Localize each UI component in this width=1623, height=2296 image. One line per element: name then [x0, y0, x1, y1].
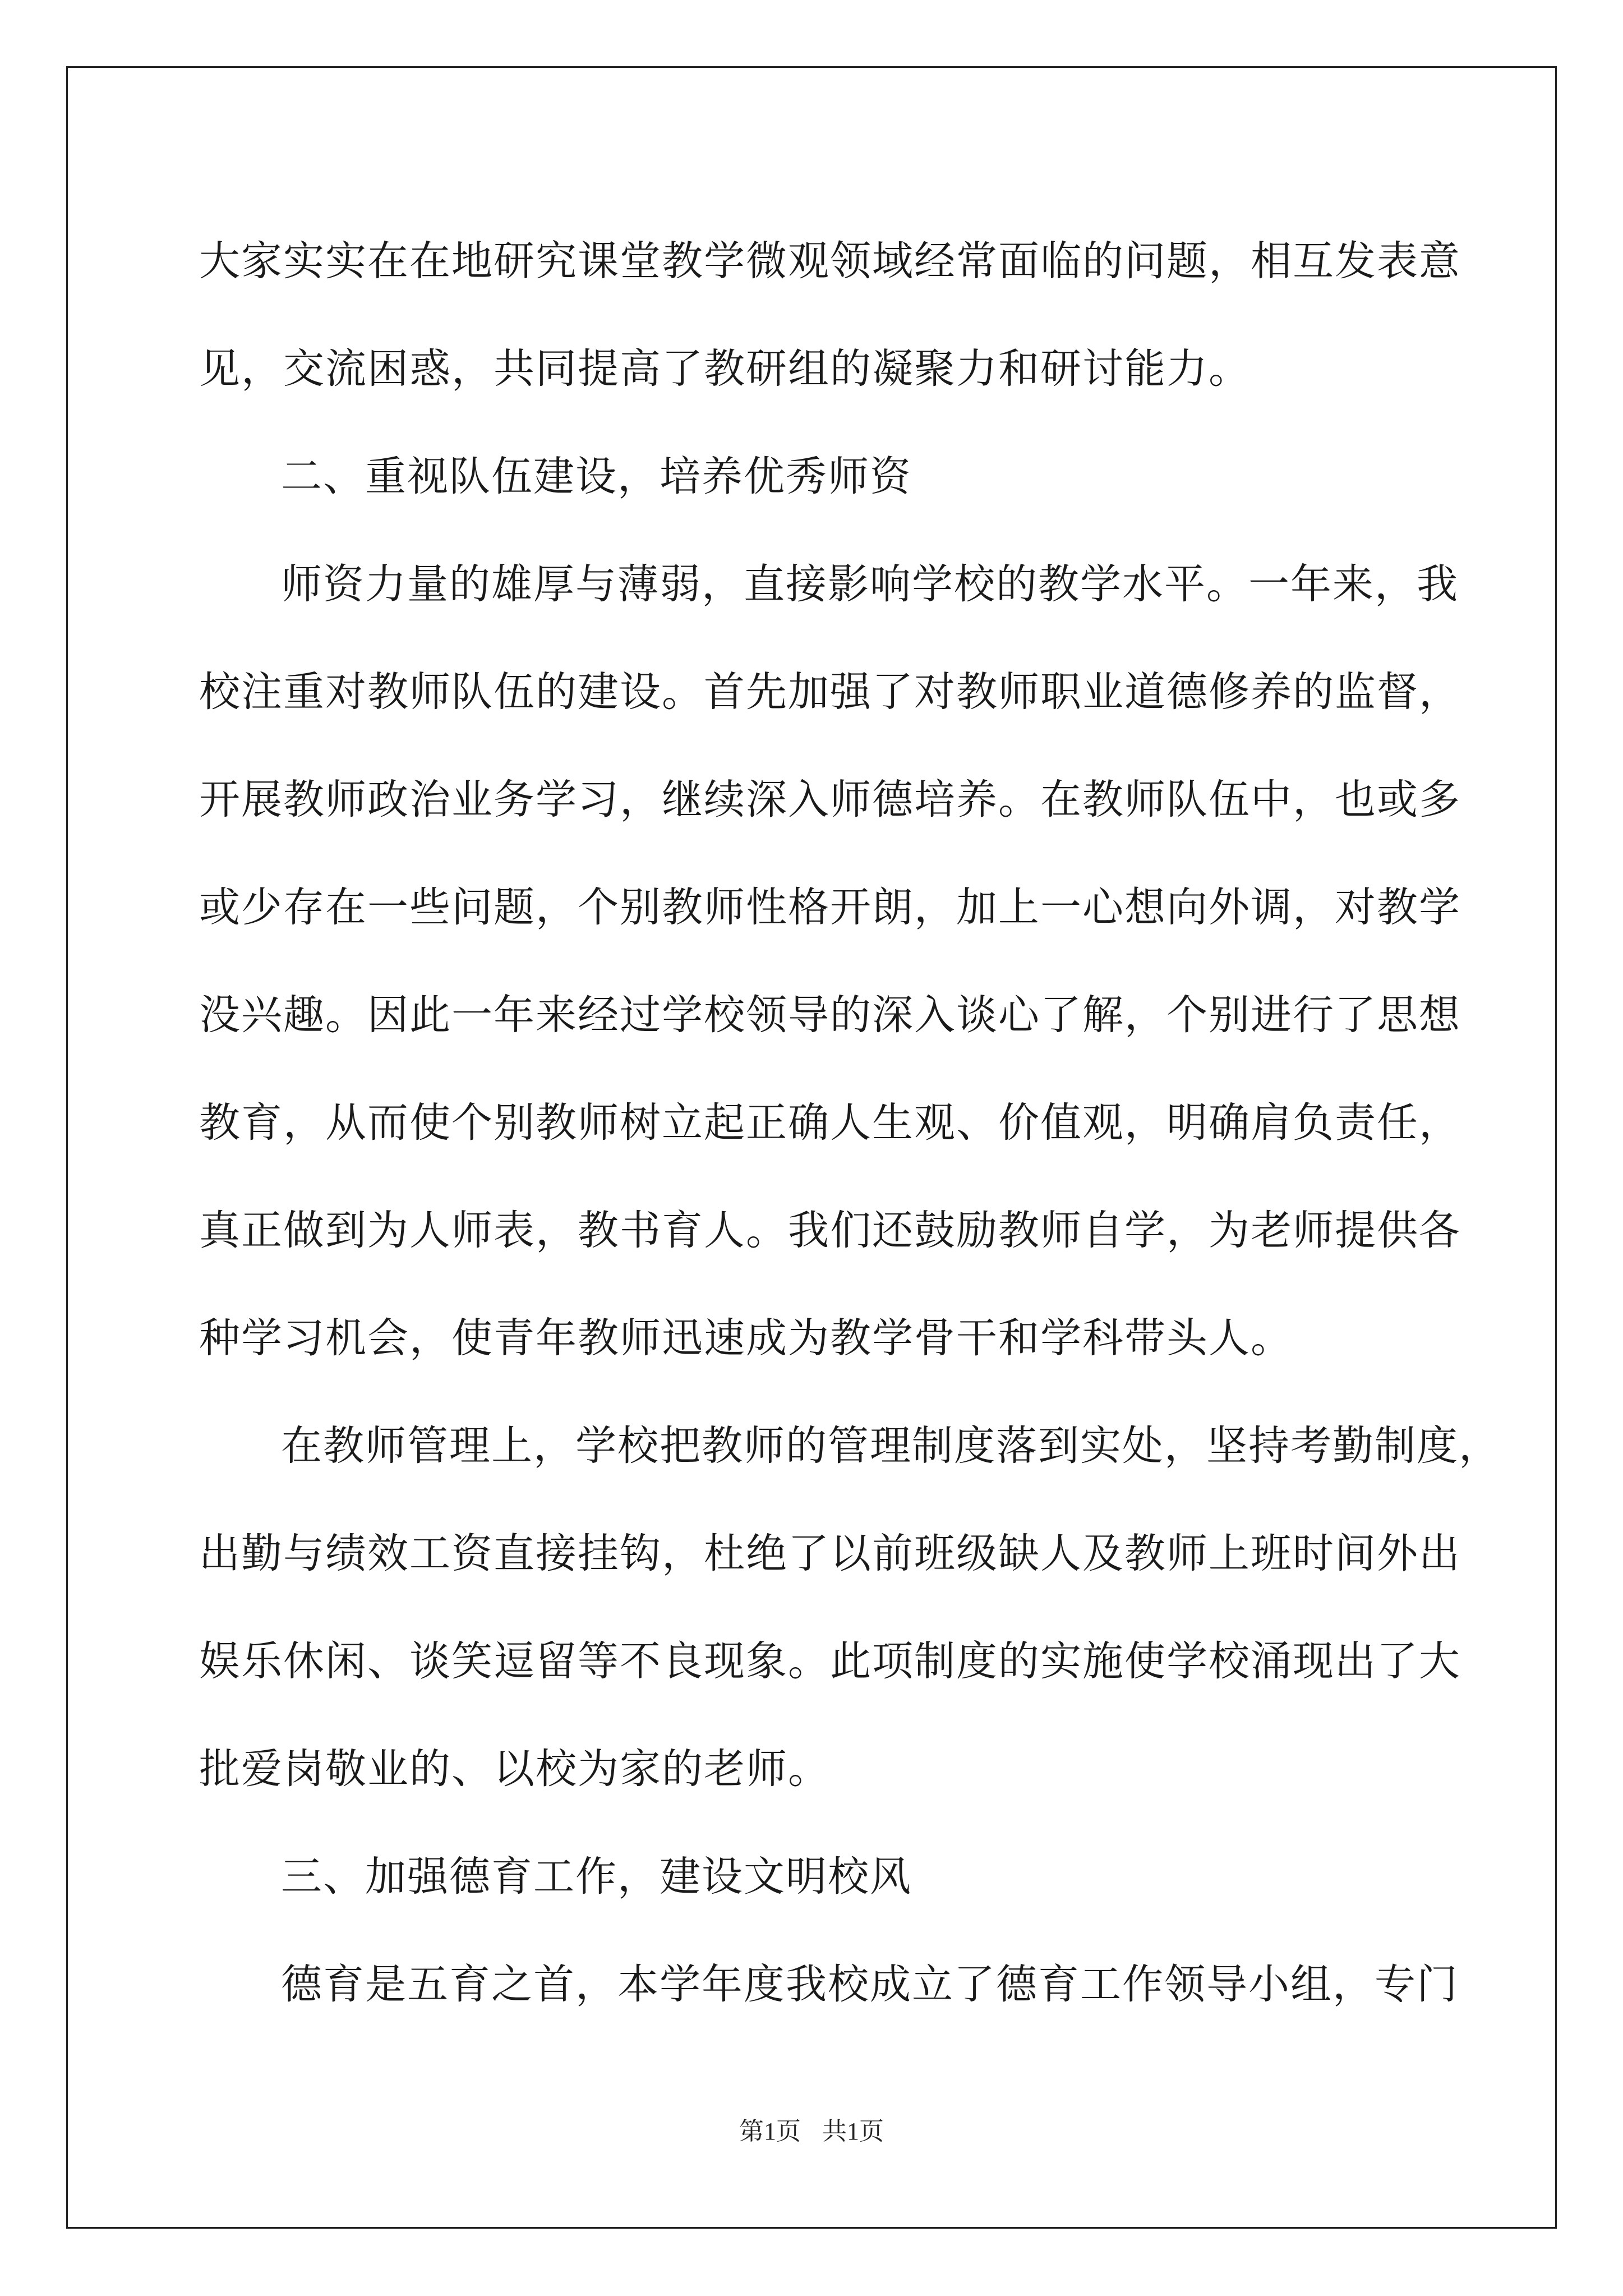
section-heading-2: 二、重视队伍建设，培养优秀师资 [281, 453, 912, 500]
text-line-2: 见，交流困惑，共同提高了教研组的凝聚力和研讨能力。 [199, 345, 1251, 393]
text-line-10: 真正做到为人师表，教书育人。我们还鼓励教师自学，为老师提供各 [199, 1207, 1461, 1254]
text-line-11: 种学习机会，使青年教师迅速成为教学骨干和学科带头人。 [199, 1314, 1293, 1362]
text-line-15: 批爱岗敬业的、以校为家的老师。 [199, 1745, 830, 1793]
document-body [199, 208, 1501, 2039]
text-line-14: 娱乐休闲、谈笑逗留等不良现象。此项制度的实施使学校涌现出了大 [199, 1637, 1461, 1685]
text-line-13: 出勤与绩效工资直接挂钩，杜绝了以前班级缺人及教师上班时间外出 [199, 1530, 1461, 1577]
text-line-17: 德育是五育之首，本学年度我校成立了德育工作领导小组，专门 [281, 1961, 1459, 2008]
page-footer [0, 2115, 1623, 2148]
page-total: 共1页 [822, 2118, 884, 2145]
text-line-5: 校注重对教师队伍的建设。首先加强了对教师职业道德修养的监督， [199, 668, 1461, 716]
section-heading-3: 三、加强德育工作，建设文明校风 [281, 1853, 912, 1901]
page-number: 第1页 [739, 2118, 801, 2145]
text-line-12: 在教师管理上，学校把教师的管理制度落到实处，坚持考勤制度， [281, 1422, 1501, 1470]
text-line-9: 教育，从而使个别教师树立起正确人生观、价值观，明确肩负责任， [199, 1099, 1461, 1147]
text-line-6: 开展教师政治业务学习，继续深入师德培养。在教师队伍中，也或多 [199, 776, 1461, 823]
text-line-8: 没兴趣。因此一年来经过学校领导的深入谈心了解，个别进行了思想 [199, 991, 1461, 1039]
text-line-7: 或少存在一些问题，个别教师性格开朗，加上一心想向外调，对教学 [199, 884, 1461, 931]
text-line-4: 师资力量的雄厚与薄弱，直接影响学校的教学水平。一年来，我 [281, 560, 1459, 608]
text-line-1: 大家实实在在地研究课堂教学微观领域经常面临的问题，相互发表意 [199, 237, 1461, 285]
